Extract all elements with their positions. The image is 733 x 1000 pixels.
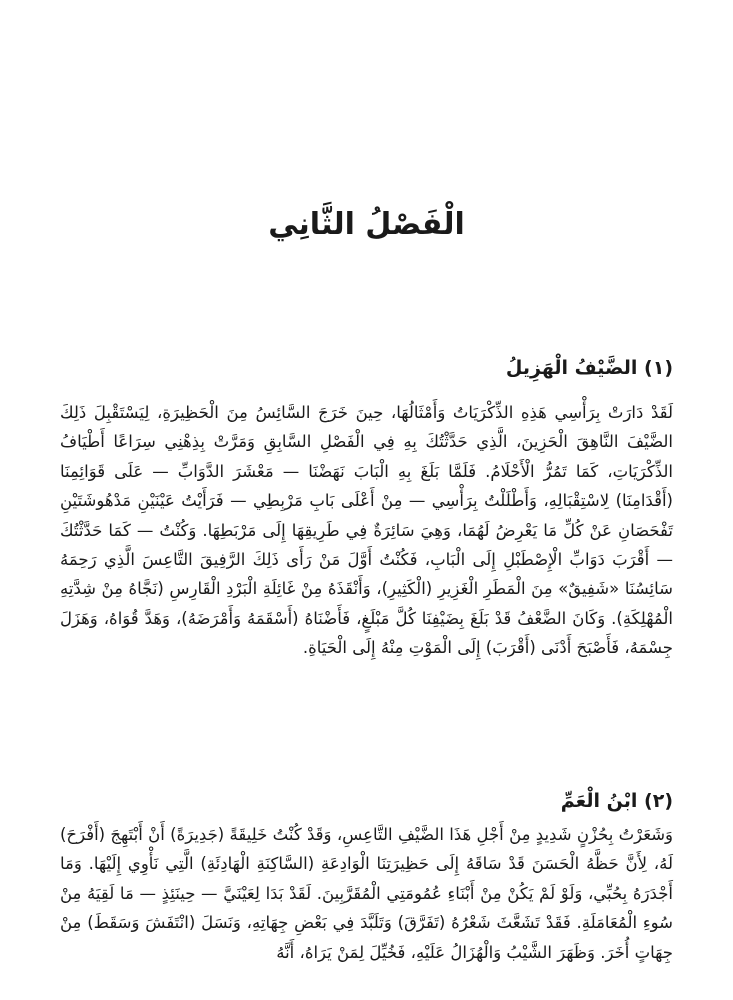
section-body-cousin: وَشَعَرْتُ بِحُزْنٍ شَدِيدٍ مِنْ أَجْلِ هَذَا الضَّيْفِ التَّاعِسِ، وَقَدْ كُنْتُ خَلِيقَةً (جَدِيرَةً) أَنْ أَبْتَهِجَ (أَفْرَحَ) لَهُ، لِأَنَّ حَظَّهُ الْحَسَنَ قَدْ سَاقَهُ إِلَى حَظِيرَتِنَا الْوَادِعَةِ (السَّاكِنَةِ الْهَادِئَةِ) الَّتِي نَأْوِي إِلَيْهَا. وَمَا أَجْدَرَهُ بِحُبِّي، وَلَوْ لَمْ يَكُنْ مِنْ أَبْنَاءِ عُمُومَتِي الْمُقَرَّبِينَ. لَقَدْ بَدَا لِعَيْنَيَّ — حِينَئِذٍ — مَا لَقِيَهُ مِنْ سُوءِ الْمُعَامَلَةِ. فَقَدْ تَشَعَّثَ شَعْرُهُ (تَفَرَّقَ) وَتَلَبَّدَ فِي بَعْضِ جِهَاتِهِ، وَنَسَلَ (انْتَفَشَ وَسَقَطَ) مِنْ جِهَاتٍ أُخَرَ. وَظَهَرَ الشَّيْبُ وَالْهُزَالُ عَلَيْهِ، فَخُيِّلَ لِمَنْ يَرَاهُ، أَنَّهُ (60, 825, 673, 962)
book-page (60, 0, 673, 1000)
section-body-guest: لَقَدْ دَارَتْ بِرَأْسِي هَذِهِ الذِّكْرَيَاتُ وَأَمْثَالُهَا، حِينَ خَرَجَ السَّائِسُ مِنَ الْحَظِيرَةِ، لِيَسْتَقْبِلَ ذَلِكَ الضَّيْفَ النَّاهِقَ الْحَزِينَ، الَّذِي حَدَّثْتُكَ بِهِ فِي الْفَصْلِ السَّابِقِ وَمَرَّتْ بِذِهْنِي سِرَاعًا أَطْيَافُ الذِّكْرَيَاتِ، كَمَا تَمُرُّ الْأَحْلَامُ. فَلَمَّا بَلَغَ بِهِ الْبَابَ نَهَضْنَا — مَعْشَرَ الدَّوَابِّ — عَلَى قَوَائِمِنَا (أَقْدَامِنَا) لِاسْتِقْبَالِهِ، وَأَطْلَلْتُ بِرَأْسِي — مِنْ أَعْلَى بَابِ مَرْبِطِي — فَرَأَيْتُ عَيْنَيْنِ مَدْهُوشَتَيْنِ تَفْحَصَانِ عَنْ كُلِّ مَا يَعْرِضُ لَهُمَا، وَهِيَ سَائِرَةٌ فِي طَرِيقِهَا إِلَى مَرْبَطِهَا. وَكُنْتُ — كَمَا حَدَّثْتُكَ — أَقْرَبَ دَوَابِّ الْإِصْطَبْلِ إِلَى الْبَابِ، فَكُنْتُ أَوَّلَ مَنْ رَأَى ذَلِكَ الرَّفِيقَ التَّاعِسَ الَّذِي رَحِمَهُ سَائِسُنَا «شَفِيقٌ» مِنَ الْمَطَرِ الْغَزِيرِ (الْكَثِيرِ)، وَأَنْقَذَهُ مِنْ غَائِلَةِ الْبَرْدِ الْقَارِسِ (نَجَّاهُ مِنْ شِدَّتِهِ الْمُهْلِكَةِ). وَكَانَ الضَّعْفُ قَدْ بَلَغَ بِضَيْفِنَا كُلَّ مَبْلَغٍ، فَأَضْنَاهُ (أَسْقَمَهُ وَأَمْرَضَهُ)، وَهَدَّ قُوَاهُ، وَهَزَلَ جِسْمَهُ، فَأَصْبَحَ أَدْنَى (أَقْرَبَ) إِلَى الْمَوْتِ مِنْهُ إِلَى الْحَيَاةِ. (60, 403, 673, 658)
section-heading-guest: (١) الضَّيْفُ الْهَزِيلُ (505, 357, 673, 379)
chapter-title: الْفَصْلُ الثَّانِي (268, 207, 465, 242)
section-heading-cousin: (٢) ابْنُ الْعَمِّ (560, 790, 673, 812)
